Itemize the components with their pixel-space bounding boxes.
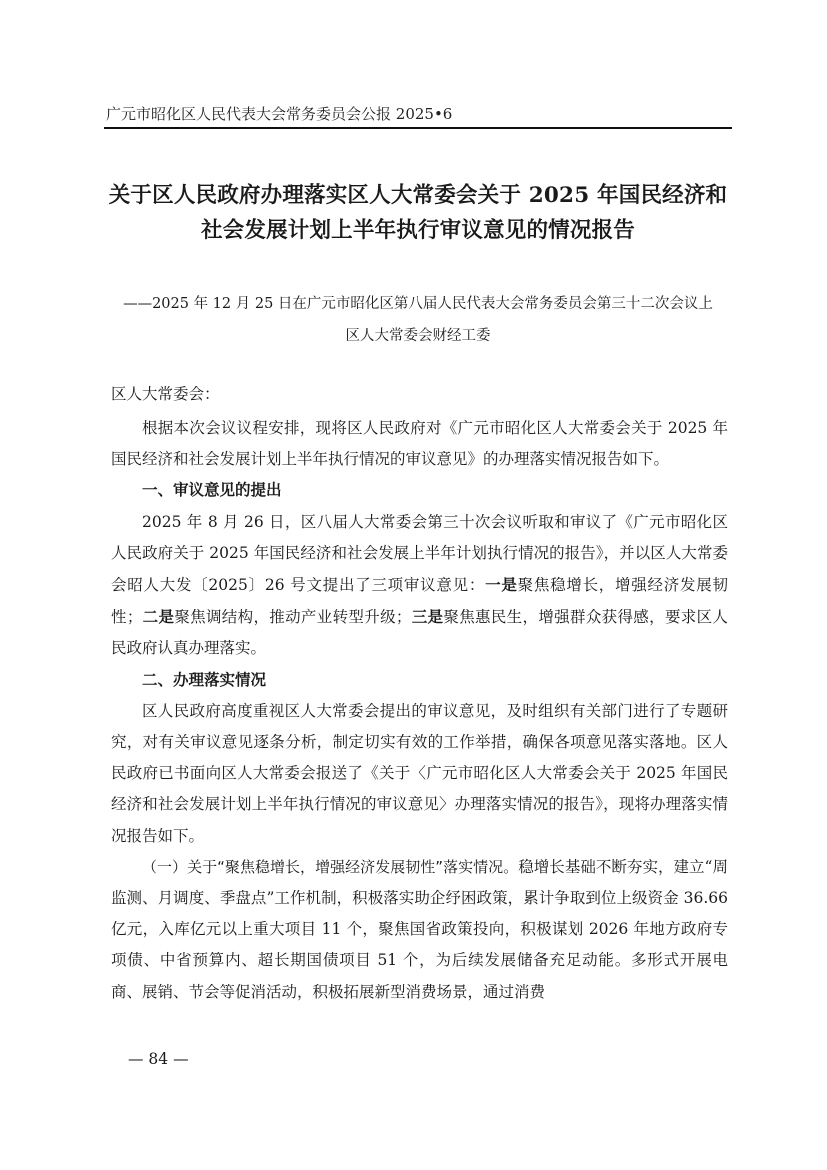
section-2-heading: 二、办理落实情况: [142, 670, 267, 689]
subtitle-line-1: ——2025 年 12 月 25 日在广元市昭化区第八届人民代表大会常务委员会第三十二次会议上: [123, 296, 713, 312]
keyword-first: 一是: [485, 575, 518, 595]
item-1-lead: （一）关于“聚焦稳增长，增强经济发展韧性”落实情况。: [142, 857, 519, 876]
title-line-2: 社会发展计划上半年执行审议意见的情况报告: [200, 218, 635, 243]
opinion-2-text: 聚焦调结构，推动产业转型升级；: [174, 608, 412, 627]
page-number: — 84 —: [128, 1050, 189, 1068]
item-1-text: 稳增长基础不断夯实，建立“周监测、月调度、季盘点”工作机制，积极落实助企纾困政策，累计争取到位上级资金 36.66 亿元，入库亿元以上重大项目 11 个，聚焦国省政策投向，积极谋划 2026 年地方政府专项债、中省预算内、超长期国债项目 51 个，为后续发展储备充足动能。多形式开展电商、展销、节会等促消活动，积极拓展新型消费场景，通过消费: [111, 857, 728, 1001]
section-1-heading: 一、审议意见的提出: [142, 481, 282, 500]
section-2-paragraph-1: 区人民政府高度重视区人大常委会提出的审议意见，及时组织有关部门进行了专题研究，对有关审议意见逐条分析，制定切实有效的工作举措，确保各项意见落实落地。区人民政府已书面向区人大常委会报送了《关于〈广元市昭化区人大常委会关于 2025 年国民经济和社会发展计划上半年执行情况的审议意见〉办理落实情况的报告》，现将办理落实情况报告如下。: [111, 701, 728, 845]
salutation: 区人大常委会：: [111, 385, 220, 403]
header-divider: [104, 127, 732, 129]
subtitle-line-2: 区人大常委会财经工委: [345, 328, 491, 344]
intro-paragraph: 根据本次会议议程安排，现将区人民政府对《广元市昭化区人大常委会关于 2025 年国民经济和社会发展计划上半年执行情况的审议意见》的办理落实情况报告如下。: [111, 419, 728, 469]
keyword-third: 三是: [411, 607, 444, 627]
section-1-paragraph: [111, 507, 728, 665]
document-body: [111, 413, 728, 1008]
section-2-item-1: [111, 852, 728, 1008]
opinion-1-text: 聚焦稳增长，增强经济发展韧性；: [111, 576, 728, 627]
publication-header: 广元市昭化区人民代表大会常务委员会公报 2025•6: [106, 105, 453, 123]
keyword-second: 二是: [142, 607, 175, 627]
section-1-text-start: 2025 年 8 月 26 日，区八届人大常委会第三十次会议听取和审议了《广元市昭化区人民政府关于 2025 年国民经济和社会发展上半年计划执行情况的报告》，并以区人大常委会昭人大发〔2025〕26 号文提出了三项审议意见：: [111, 512, 728, 595]
document-subtitle: [104, 288, 732, 352]
title-line-1: 关于区人民政府办理落实区人大常委会关于 2025 年国民经济和: [108, 183, 728, 208]
document-title: [104, 178, 732, 248]
opinion-3-text: 聚焦惠民生，增强群众获得感，要求区人民政府认真办理落实。: [111, 608, 728, 658]
